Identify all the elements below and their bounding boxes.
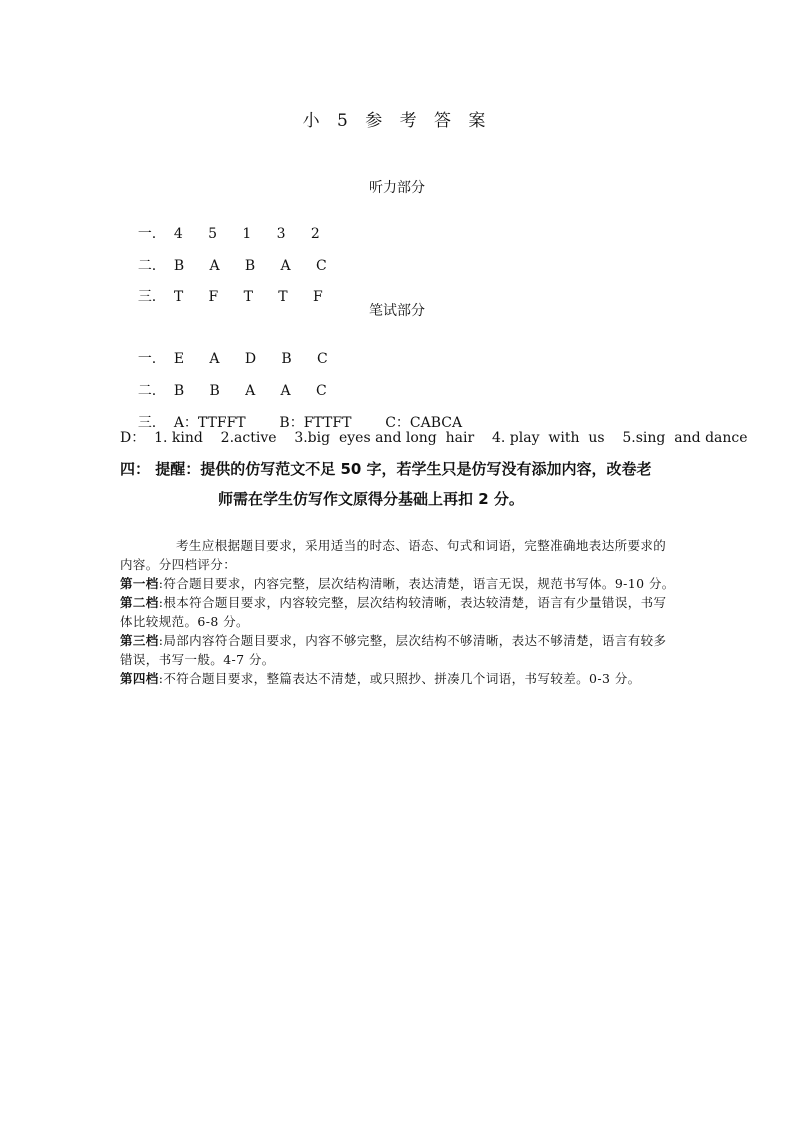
rubric-level-label: 第四档 [120,671,159,686]
rubric-level-text: :根本符合题目要求，内容较完整，层次结构较清晰，表达较清楚，语言有少量错误，书写体比较规范。6-8 分。 [120,595,667,629]
reminder-line-2: 师需在学生仿写作文原得分基础上再扣 2 分。 [218,490,524,508]
listening-heading: 听力部分 [369,180,425,196]
row-answers: E A D B C [173,351,328,367]
row-number: 三. [137,415,157,431]
rubric-level-label: 第一档 [120,576,159,591]
rubric-level-1 [120,574,676,593]
row-number: 一. [137,351,157,367]
row-number: 一. [137,226,157,242]
written-row-d: D： 1. kind 2.active 3.big eyes and long hair 4. play with us 5.sing and dance [120,430,748,446]
row-answers: B B A A C [173,383,327,399]
rubric-intro: 考生应根据题目要求，采用适当的时态、语态、句式和词语，完整准确地表达所要求的内容。分四档评分： [120,538,667,572]
row-answers: A：TTFFT B：FTTFT C：CABCA [173,415,463,431]
written-heading: 笔试部分 [369,303,425,319]
scoring-rubric [120,536,676,688]
row-answers: T F T T F [173,289,323,305]
rubric-level-label: 第二档 [120,595,159,610]
rubric-level-text: :不符合题目要求，整篇表达不清楚，或只照抄、拼凑几个词语，书写较差。0-3 分。 [158,671,641,686]
rubric-level-label: 第三档 [120,633,159,648]
rubric-level-text: :符合题目要求，内容完整，层次结构清晰，表达清楚，语言无误，规范书写体。9-10 分。 [158,576,675,591]
row-answers: 4 5 1 3 2 [173,226,320,242]
row-number: 二. [137,383,157,399]
rubric-level-3 [120,631,676,669]
row-answers: B A B A C [173,258,327,274]
reminder-line-1: 四： 提醒：提供的仿写范文不足 50 字，若学生只是仿写没有添加内容，改卷老 [120,460,652,478]
rubric-level-2 [120,593,676,631]
rubric-level-4 [120,669,676,688]
row-number: 三. [137,289,157,305]
page-title: 小 5 参 考 答 案 [302,111,492,131]
rubric-level-text: :局部内容符合题目要求，内容不够完整，层次结构不够清晰，表达不够清楚，语言有较多错误，书写一般。4-7 分。 [120,633,667,667]
reminder-note [120,454,680,514]
row-number: 二. [137,258,157,274]
